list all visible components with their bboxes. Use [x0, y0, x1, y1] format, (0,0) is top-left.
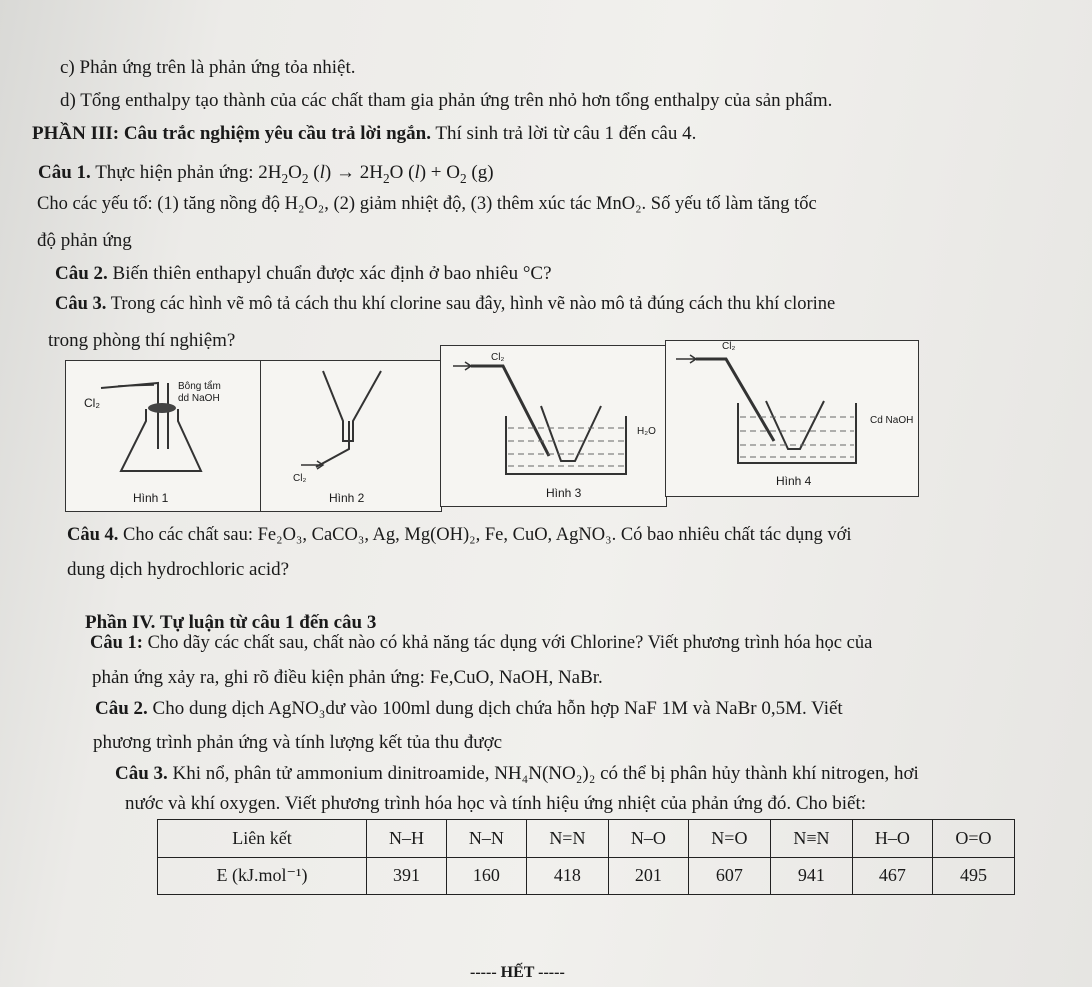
figure-2-cl2: Cl₂: [293, 473, 307, 484]
part3-q3: Câu 3. Trong các hình vẽ mô tả cách thu khí clorine sau đây, hình vẽ nào mô tả đúng cách thu khí clorine: [55, 294, 836, 314]
bond-energy-table: [157, 819, 1015, 895]
figure-4: [665, 340, 919, 497]
table-header-cell: H–O: [852, 820, 932, 858]
part3-q1-line2: Cho các yếu tố: (1) tăng nồng độ H₂O₂, (2) giảm nhiệt độ, (3) thêm xúc tác MnO₂. Số yếu tố làm tăng tốc: [37, 194, 817, 214]
figure-1: [65, 360, 262, 512]
part3-q2: Câu 2. Biến thiên enthapyl chuẩn được xác định ở bao nhiêu °C?: [55, 263, 552, 284]
figure-4-caption: Hình 4: [776, 474, 812, 488]
part4-q3: Câu 3. Khi nổ, phân tử ammonium dinitroamide, NH₄N(NO₂)₂ có thể bị phân hủy thành khí nitrogen, hơi: [115, 763, 919, 784]
table-header-cell: N≡N: [770, 820, 852, 858]
table-cell: 418: [526, 857, 608, 895]
part4-q1: Câu 1: Cho dãy các chất sau, chất nào có khả năng tác dụng với Chlorine? Viết phương trình hóa học của: [90, 633, 873, 653]
figure-3-caption: Hình 3: [546, 486, 582, 500]
table-cell: 495: [932, 857, 1014, 895]
part4-q1-line2: phản ứng xảy ra, ghi rõ điều kiện phản ứng: Fe,CuO, NaOH, NaBr.: [92, 667, 603, 688]
part3-q1-line3: độ phản ứng: [37, 230, 132, 251]
table-row: [158, 857, 1015, 895]
table-cell: 391: [367, 857, 447, 895]
table-header-cell: O=O: [932, 820, 1014, 858]
part4-q2-line2: phương trình phản ứng và tính lượng kết tủa thu được: [93, 732, 503, 753]
statement-d: d) Tổng enthalpy tạo thành của các chất tham gia phản ứng trên nhỏ hơn tổng enthalpy của sản phẩm.: [60, 90, 833, 111]
figure-3-h2o: H₂O: [637, 426, 656, 437]
part4-heading: Phần IV. Tự luận từ câu 1 đến câu 3: [85, 612, 377, 633]
table-header-cell: Liên kết: [158, 820, 367, 858]
figure-1-label2: dd NaOH: [178, 393, 220, 404]
q1-equation: $2H_2O_2$ $(l) \to 2H_2O$ $(l) + O_2$ (g): [258, 162, 494, 186]
table-header-row: [158, 820, 1015, 858]
figure-1-cl2: Cl₂: [84, 396, 100, 410]
part3-q4-line2: dung dịch hydrochloric acid?: [67, 559, 290, 580]
figure-4-cl2: Cl₂: [722, 341, 736, 352]
statement-c: c) Phản ứng trên là phản ứng tỏa nhiệt.: [60, 57, 356, 78]
part3-q1: Câu 1. Thực hiện phản ứng: $2H_2O_2$ $(l) \to 2H_2O$ $(l) + O_2$ (g): [38, 162, 494, 186]
figure-1-label1: Bông tẩm: [178, 381, 221, 392]
figure-1-caption: Hình 1: [133, 491, 169, 505]
table-cell: 467: [852, 857, 932, 895]
end-marker: ----- HẾT -----: [470, 964, 565, 981]
figure-3-cl2: Cl₂: [491, 352, 505, 363]
figure-1-drawing: [66, 361, 261, 511]
part3-q4: Câu 4. Cho các chất sau: Fe₂O₃, CaCO₃, Ag, Mg(OH)₂, Fe, CuO, AgNO₃. Có bao nhiêu chất tác dụng với: [67, 525, 852, 545]
figure-2-caption: Hình 2: [329, 491, 365, 505]
figure-2-drawing: [261, 361, 441, 511]
figure-3-drawing: [441, 346, 666, 506]
part3-q3-line2: trong phòng thí nghiệm?: [48, 330, 236, 351]
figure-4-naoh: Cd NaOH: [870, 415, 914, 426]
table-cell: 607: [688, 857, 770, 895]
part4-q2: Câu 2. Cho dung dịch AgNO₃dư vào 100ml dung dịch chứa hỗn hợp NaF 1M và NaBr 0,5M. Viết: [95, 698, 843, 719]
table-cell: 160: [446, 857, 526, 895]
table-header-cell: N=O: [688, 820, 770, 858]
figure-2: [260, 360, 442, 512]
table-header-cell: N–H: [367, 820, 447, 858]
part3-heading: PHẦN III: Câu trắc nghiệm yêu cầu trả lời ngắn. Thí sinh trả lời từ câu 1 đến câu 4.: [32, 123, 697, 144]
table-cell: 201: [608, 857, 688, 895]
table-row-label: E (kJ.mol⁻¹): [158, 857, 367, 895]
table-header-cell: N=N: [526, 820, 608, 858]
table-header-cell: N–N: [446, 820, 526, 858]
table-cell: 941: [770, 857, 852, 895]
part4-q3-line2: nước và khí oxygen. Viết phương trình hóa học và tính hiệu ứng nhiệt của phản ứng đó. Cho biết:: [125, 793, 867, 814]
figure-3: [440, 345, 667, 507]
table-header-cell: N–O: [608, 820, 688, 858]
